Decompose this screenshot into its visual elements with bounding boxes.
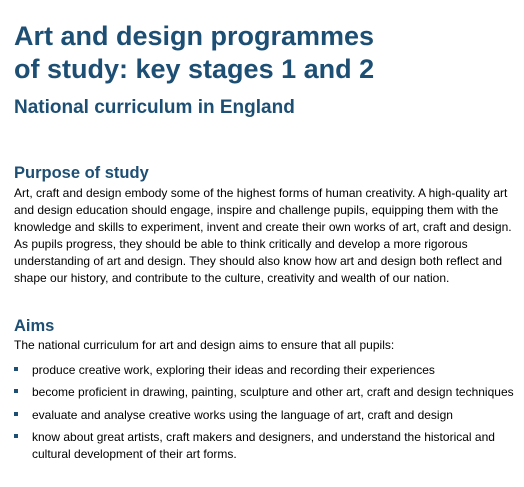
aims-list-item <box>14 407 514 424</box>
document-title-line-2: of study: key stages 1 and 2 <box>14 54 375 84</box>
aims-list-item <box>14 362 514 379</box>
aims-item-text: evaluate and analyse creative works using the language of art, craft and design <box>32 407 453 422</box>
document-title-line-1: Art and design programmes <box>14 21 375 51</box>
aims-heading: Aims <box>14 317 55 335</box>
aims-item-text: know about great artists, craft makers and designers, and understand the historical and cultural development of their art forms. <box>32 430 495 462</box>
aims-list-item <box>14 384 514 401</box>
square-bullet-icon <box>14 434 18 438</box>
purpose-paragraph: Art, craft and design embody some of the highest forms of human creativity. A high-quality art and design education should engage, inspire and challenge pupils, equipping them with the knowledge and skills to experiment, invent and create their own works of art, craft and design. As pupils progress, they should be able to think critically and develop a more rigorous understanding of art and design. They should also know how art and design both reflect and shape our history, and contribute to the culture, creativity and wealth of our nation. <box>14 186 512 285</box>
square-bullet-icon <box>14 389 18 393</box>
document-title <box>14 20 504 86</box>
aims-item-text: become proficient in drawing, painting, sculpture and other art, craft and design techniques <box>32 385 514 400</box>
purpose-heading: Purpose of study <box>14 164 149 182</box>
aims-list-item <box>14 429 514 463</box>
aims-item-text: produce creative work, exploring their ideas and recording their experiences <box>32 363 435 377</box>
square-bullet-icon <box>14 367 18 371</box>
square-bullet-icon <box>14 412 18 416</box>
aims-list <box>14 362 514 469</box>
document-subtitle: National curriculum in England <box>14 97 295 118</box>
aims-intro: The national curriculum for art and design aims to ensure that all pupils: <box>14 338 395 352</box>
